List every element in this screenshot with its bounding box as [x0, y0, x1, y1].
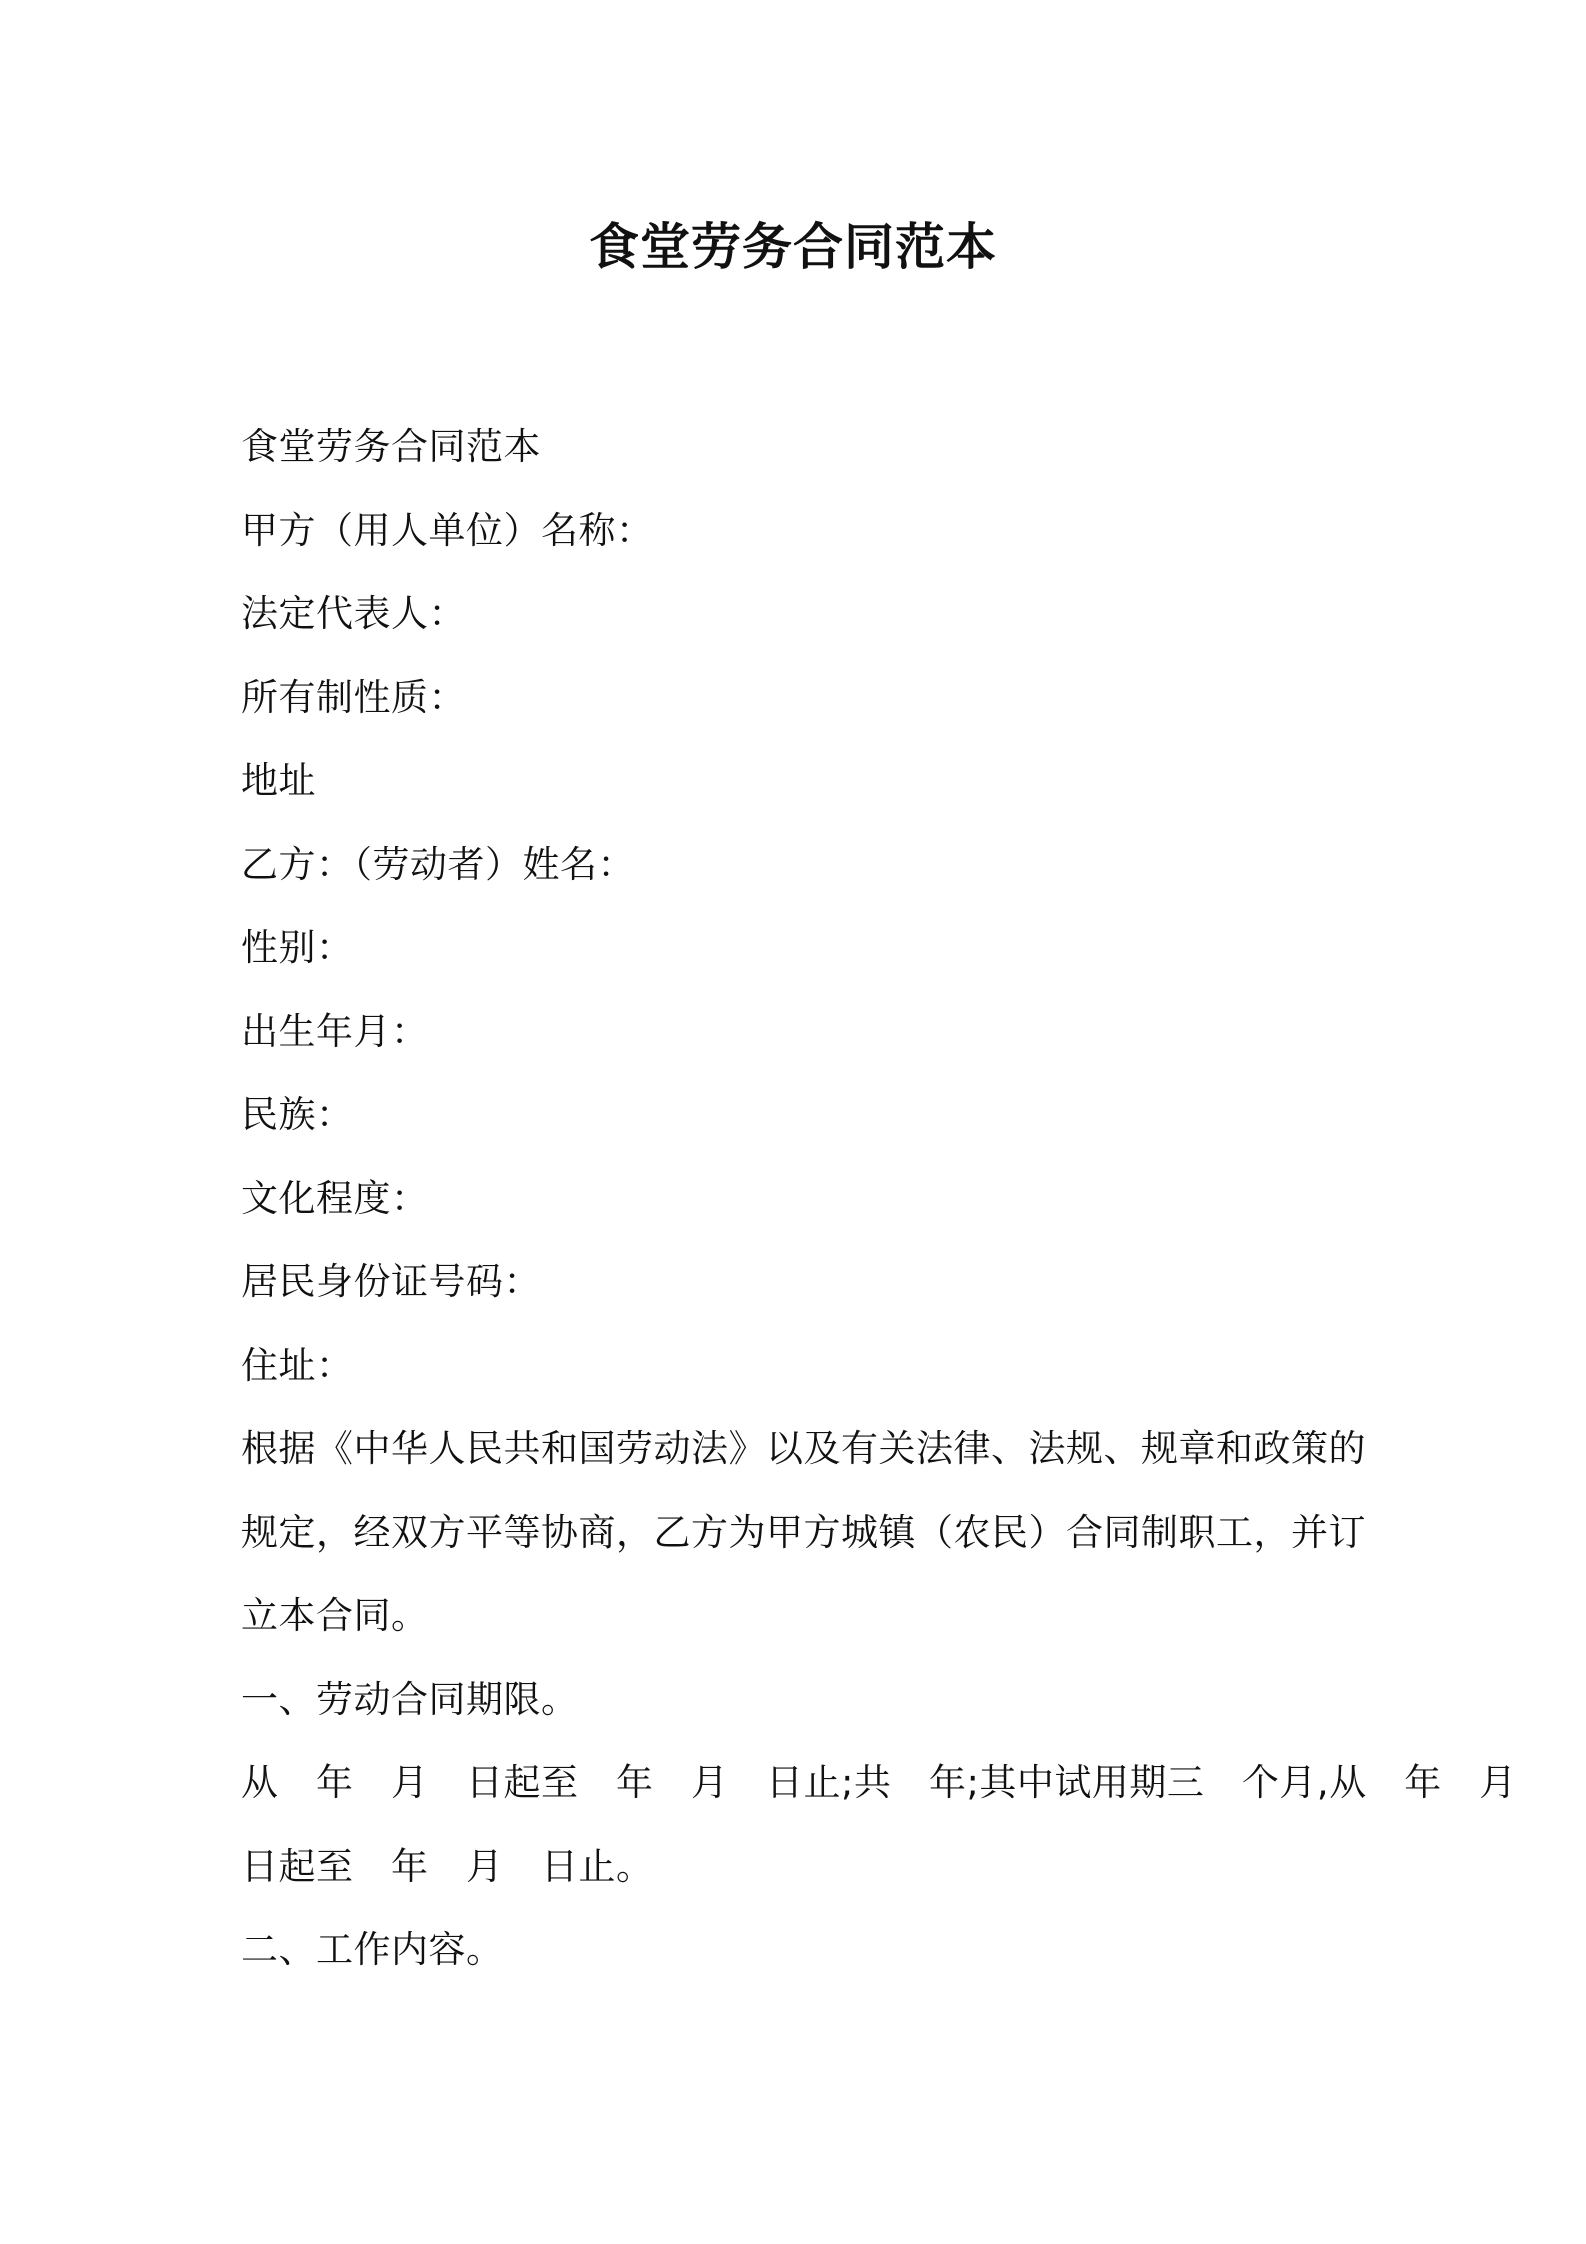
legal-representative-field: 法定代表人：: [241, 592, 466, 635]
document-body: [241, 405, 1517, 1992]
party-b-name-field: 乙方：（劳动者）姓名：: [241, 842, 635, 886]
residence-field: 住址：: [241, 1343, 354, 1387]
address-field: 地址: [241, 759, 316, 802]
party-a-name-field: 甲方（用人单位）名称：: [241, 508, 654, 552]
subtitle-line: 食堂劳务合同范本: [241, 425, 541, 468]
intro-paragraph-line-1: 根据《中华人民共和国劳动法》以及有关法律、法规、规章和政策的: [241, 1427, 1366, 1470]
section-1-heading: 一、劳动合同期限。: [241, 1677, 579, 1721]
document-title: 食堂劳务合同范本: [589, 218, 997, 276]
gender-field: 性别：: [241, 926, 354, 969]
ownership-nature-field: 所有制性质：: [241, 675, 466, 719]
birth-date-field: 出生年月：: [241, 1009, 429, 1053]
section-1-text-line-2: 日起至 年 月 日止。: [241, 1844, 654, 1888]
id-number-field: 居民身份证号码：: [241, 1260, 541, 1303]
education-field: 文化程度：: [241, 1176, 429, 1220]
intro-paragraph-line-2: 规定，经双方平等协商，乙方为甲方城镇（农民）合同制职工，并订: [241, 1510, 1366, 1554]
intro-paragraph-line-3: 立本合同。: [241, 1594, 429, 1637]
section-2-heading: 二、工作内容。: [241, 1928, 504, 1971]
ethnicity-field: 民族：: [241, 1093, 354, 1136]
section-1-text-line-1: 从 年 月 日起至 年 月 日止;共 年;其中试用期三 个月,从 年 月: [241, 1761, 1517, 1804]
